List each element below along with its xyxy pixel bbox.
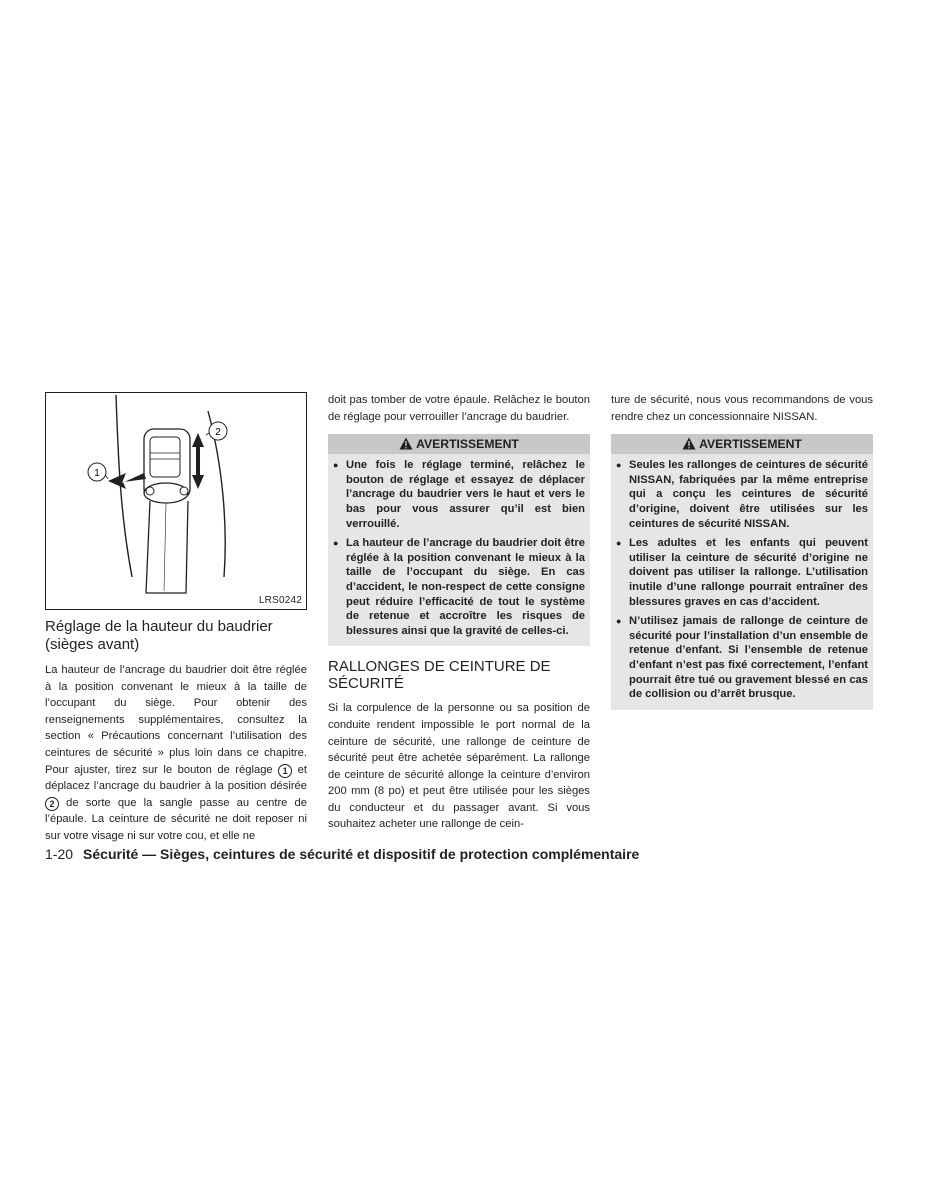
- page-number: 1-20: [45, 846, 74, 862]
- paragraph-part-b: et déplacez l’ancrage du baudrier à la position désirée: [45, 763, 308, 793]
- chapter-title: Sécurité — Sièges, ceintures de sécurité et dispositif de protection complémentaire: [83, 846, 640, 862]
- figure-code: LRS0242: [258, 595, 302, 606]
- warning-title: AVERTISSEMENT: [416, 437, 519, 452]
- page-footer: [45, 846, 639, 862]
- warning-box: [328, 434, 590, 646]
- callout-2: 2: [215, 427, 221, 438]
- warning-triangle-icon: [399, 437, 413, 450]
- warning-item: ● La hauteur de l’ancrage du baudrier doit être réglée à la position convenant le mieux à la taille de l’occupant du siège. En cas d’accident, le non-respect de cette consigne peut réduire l’efficacité de tout le système de retenue et accroître les risques de blessures ainsi que la gravité de celles-ci.: [333, 536, 585, 638]
- warning-title: AVERTISSEMENT: [699, 437, 802, 452]
- ref-marker-2: 2: [45, 797, 59, 811]
- warning-item: ● Une fois le réglage terminé, relâchez le bouton de réglage et essayez de déplacer l’ancrage du baudrier vers le haut et vers le bas pour vous assurer qu’il est bien verrouillé.: [333, 458, 585, 531]
- warning-list: [328, 454, 590, 638]
- subsection-title: Réglage de la hauteur du baudrier (sièges avant): [45, 618, 273, 653]
- adjustment-paragraph: [45, 662, 307, 845]
- column-right: [611, 392, 873, 710]
- paragraph-part-c: de sorte que la sangle passe au centre de l’épaule. La ceinture de sécurité ne doit reposer ni sur votre visage ni sur votre cou, et elle ne: [45, 796, 308, 842]
- continued-paragraph: ture de sécurité, nous vous recommandons de vous rendre chez un concessionnaire NISSAN.: [611, 394, 873, 423]
- paragraph-part-a: La hauteur de l’ancrage du baudrier doit être réglée à la position convenant le mieux à la taille de l’occupant du siège. Pour obtenir des renseignements supplémentaires, consultez la section « Précautions concernant l’utilisation des ceintures de sécurité » plus loin dans ce chapitre. Pour ajuster, tirez sur le bouton de réglage: [45, 664, 307, 776]
- belt-anchor-drawing: [46, 393, 306, 609]
- warning-triangle-icon: [682, 437, 696, 450]
- warning-list: [611, 454, 873, 702]
- section-title: RALLONGES DE CEINTURE DE SÉCURITÉ: [328, 658, 551, 693]
- warning-title-bar: [611, 434, 873, 454]
- callout-1: 1: [94, 468, 100, 479]
- warning-item: ● Les adultes et les enfants qui peuvent utiliser la ceinture de sécurité d’origine ne doivent pas utiliser la rallonge. L’utilisation inutile d’une rallonge pourrait entraîner des blessures graves en cas d’accident.: [616, 536, 868, 609]
- continued-paragraph: doit pas tomber de votre épaule. Relâchez le bouton de réglage pour verrouiller l’ancrage du baudrier.: [328, 394, 590, 423]
- ref-marker-1: 1: [278, 764, 292, 778]
- warning-title-bar: [328, 434, 590, 454]
- warning-box: [611, 434, 873, 710]
- column-left: [45, 392, 307, 845]
- column-middle: [328, 392, 590, 833]
- shoulder-belt-adjuster-illustration: [45, 392, 307, 610]
- warning-item: ● N’utilisez jamais de rallonge de ceinture de sécurité pour l’installation d’un ensemble de retenue d’enfant. Si l’ensemble de retenue d’enfant n’est pas fixé correctement, l’enfant pourrait être tué ou gravement blessé en cas de collision ou d’arrêt brusque.: [616, 614, 868, 702]
- warning-item: ● Seules les rallonges de ceintures de sécurité NISSAN, fabriquées par la même entreprise qui a conçu les ceintures de sécurité d’origine, doivent être utilisées sur les ceintures de sécurité NISSAN.: [616, 458, 868, 531]
- extender-paragraph: Si la corpulence de la personne ou sa position de conduite rendent impossible le port normal de la ceinture de sécurité, une rallonge de ceinture de sécurité peut être achetée séparément. La rallonge de ceinture de sécurité allonge la ceinture d’environ 200 mm (8 po) et peut être utilisée pour les sièges du conducteur et du passager avant. Si vous souhaitez acheter une rallonge de cein-: [328, 702, 590, 831]
